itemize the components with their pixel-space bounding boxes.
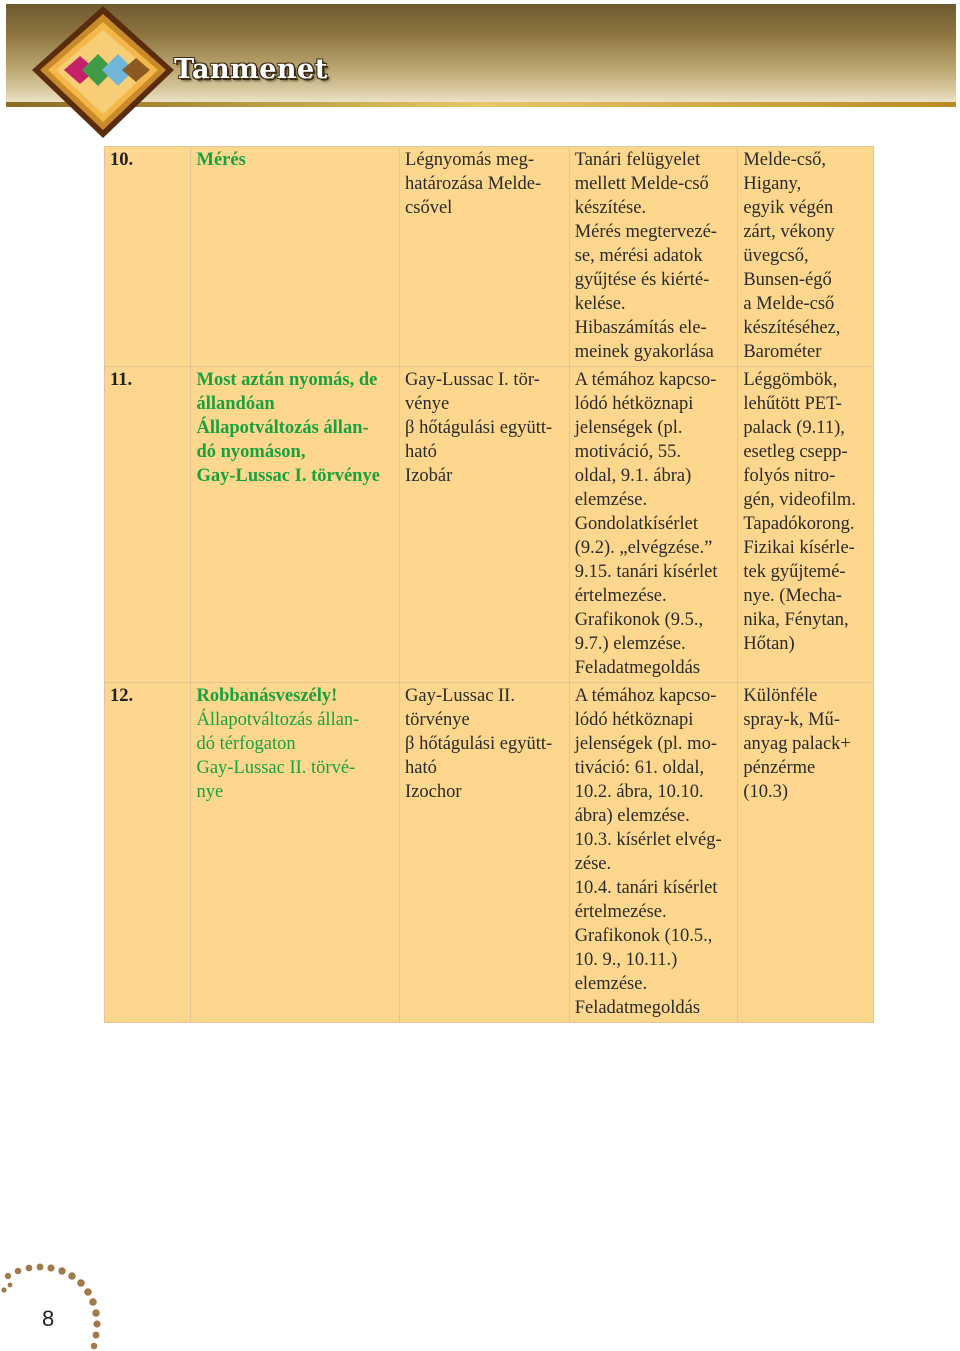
activity-line: lódó hétköznapi <box>574 394 694 414</box>
topic-line: Most aztán nyomás, de <box>196 370 378 390</box>
topic-cell <box>191 147 400 367</box>
lesson-number: 12. <box>110 686 134 706</box>
activity-line: 9.7.) elemzése. <box>574 634 686 654</box>
activity-line: A témához kapcso- <box>574 370 717 390</box>
tool-line: nika, Fénytan, <box>743 610 849 630</box>
tool-line: tek gyűjtemé- <box>743 562 846 582</box>
activity-line: ábra) elemzése. <box>574 806 690 826</box>
activity-line: értelmezése. <box>574 586 667 606</box>
activity-line: 10.2. ábra, 10.10. <box>574 782 704 802</box>
concept-line: β hőtágulási együtt- <box>405 734 553 754</box>
topic-line: Gay-Lussac I. törvénye <box>196 466 380 486</box>
activity-line: motiváció, 55. <box>574 442 682 462</box>
tool-line: Fizikai kísérle- <box>743 538 855 558</box>
tool-line: Barométer <box>743 342 822 362</box>
topic-line: Állapotváltozás állan- <box>196 418 369 438</box>
concept-line: Gay-Lussac I. tör- <box>405 370 540 390</box>
tool-line: zárt, vékony <box>743 222 835 242</box>
activity-line: 9.15. tanári kísérlet <box>574 562 718 582</box>
activity-line: jelenségek (pl. mo- <box>574 734 717 754</box>
tool-line: üvegcső, <box>743 246 809 266</box>
lesson-number: 11. <box>110 370 133 390</box>
activity-line: (9.2). „elvégzése.” <box>574 538 713 558</box>
activity-line: mellett Melde-cső <box>574 174 709 194</box>
topic-line: Robbanásveszély! <box>196 686 338 706</box>
activity-line: 10.3. kísérlet elvég- <box>574 830 722 850</box>
tool-line: Melde-cső, <box>743 150 827 170</box>
topic-cell <box>191 367 400 683</box>
table-row <box>105 683 874 1023</box>
activity-line: tiváció: 61. oldal, <box>574 758 705 778</box>
curriculum-table <box>104 146 874 1023</box>
activity-line: Mérés megtervezé- <box>574 222 717 242</box>
tool-line: (10.3) <box>743 782 789 802</box>
concept-line: vénye <box>405 394 450 414</box>
lesson-number-cell <box>105 683 191 1023</box>
activity-line: oldal, 9.1. ábra) <box>574 466 692 486</box>
lesson-number-cell <box>105 147 191 367</box>
dotted-arc-ornament-icon <box>0 1262 110 1351</box>
header-title: Tanmenet <box>174 54 328 85</box>
tool-line: egyik végén <box>743 198 834 218</box>
activity-line: Feladatmegoldás <box>574 658 701 678</box>
tool-line: pénzérme <box>743 758 816 778</box>
topic-line: Mérés <box>196 150 246 170</box>
topic-line: nye <box>196 782 224 802</box>
tool-line: esetleg csepp- <box>743 442 848 462</box>
activity-line: zése. <box>574 854 612 874</box>
topic-line: állandóan <box>196 394 275 414</box>
concept-line: ható <box>405 758 437 778</box>
activity-line: kelése. <box>574 294 626 314</box>
activity-line: elemzése. <box>574 490 648 510</box>
topic-line: Gay-Lussac II. törvé- <box>196 758 356 778</box>
activity-line: jelenségek (pl. <box>574 418 683 438</box>
concepts-cell <box>400 683 570 1023</box>
tool-line: Bunsen-égő <box>743 270 832 290</box>
activity-line: Hibaszámítás ele- <box>574 318 707 338</box>
activity-line: gyűjtése és kiérté- <box>574 270 710 290</box>
concept-line: határozása Melde- <box>405 174 542 194</box>
concept-line: ható <box>405 442 437 462</box>
concept-line: Izochor <box>405 782 462 802</box>
lesson-number-cell <box>105 367 191 683</box>
activity-line: értelmezése. <box>574 902 667 922</box>
tools-cell <box>738 147 874 367</box>
concept-line: Izobár <box>405 466 453 486</box>
concepts-cell <box>400 147 570 367</box>
tool-line: gén, videofilm. <box>743 490 856 510</box>
table-row <box>105 147 874 367</box>
tool-line: Léggömbök, <box>743 370 838 390</box>
tool-line: készítéséhez, <box>743 318 841 338</box>
tool-line: a Melde-cső <box>743 294 835 314</box>
page-header <box>6 4 960 108</box>
activities-cell <box>569 147 738 367</box>
concept-line: β hőtágulási együtt- <box>405 418 553 438</box>
concept-line: csővel <box>405 198 453 218</box>
tool-line: spray-k, Mű- <box>743 710 840 730</box>
lesson-number: 10. <box>110 150 134 170</box>
tool-line: anyag palack+ <box>743 734 851 754</box>
activity-line: 10. 9., 10.11.) <box>574 950 678 970</box>
activity-line: Tanári felügyelet <box>574 150 701 170</box>
activity-line: meinek gyakorlása <box>574 342 714 362</box>
diamond-logo-icon <box>28 4 178 142</box>
activities-cell <box>569 683 738 1023</box>
tool-line: nye. (Mecha- <box>743 586 842 606</box>
activity-line: elemzése. <box>574 974 648 994</box>
page-number: 8 <box>42 1306 55 1331</box>
activity-line: 10.4. tanári kísérlet <box>574 878 718 898</box>
tool-line: lehűtött PET- <box>743 394 842 414</box>
concept-line: Légnyomás meg- <box>405 150 534 170</box>
activity-line: se, mérési adatok <box>574 246 703 266</box>
activity-line: Gondolatkísérlet <box>574 514 698 534</box>
tools-cell <box>738 367 874 683</box>
topic-cell <box>191 683 400 1023</box>
topic-line: dó térfogaton <box>196 734 296 754</box>
activity-line: Grafikonok (9.5., <box>574 610 704 630</box>
tools-cell <box>738 683 874 1023</box>
tool-line: Higany, <box>743 174 802 194</box>
concept-line: törvénye <box>405 710 470 730</box>
concept-line: Gay-Lussac II. <box>405 686 515 706</box>
tool-line: palack (9.11), <box>743 418 845 438</box>
topic-line: Állapotváltozás állan- <box>196 710 360 730</box>
tool-line: folyós nitro- <box>743 466 836 486</box>
activities-cell <box>569 367 738 683</box>
activity-line: Feladatmegoldás <box>574 998 701 1018</box>
table-row <box>105 367 874 683</box>
tool-line: Különféle <box>743 686 818 706</box>
tool-line: Hőtan) <box>743 634 795 654</box>
topic-line: dó nyomáson, <box>196 442 306 462</box>
tool-line: Tapadókorong. <box>743 514 855 534</box>
activity-line: Grafikonok (10.5., <box>574 926 713 946</box>
activity-line: készítése. <box>574 198 647 218</box>
activity-line: A témához kapcso- <box>574 686 717 706</box>
activity-line: lódó hétköznapi <box>574 710 694 730</box>
concepts-cell <box>400 367 570 683</box>
